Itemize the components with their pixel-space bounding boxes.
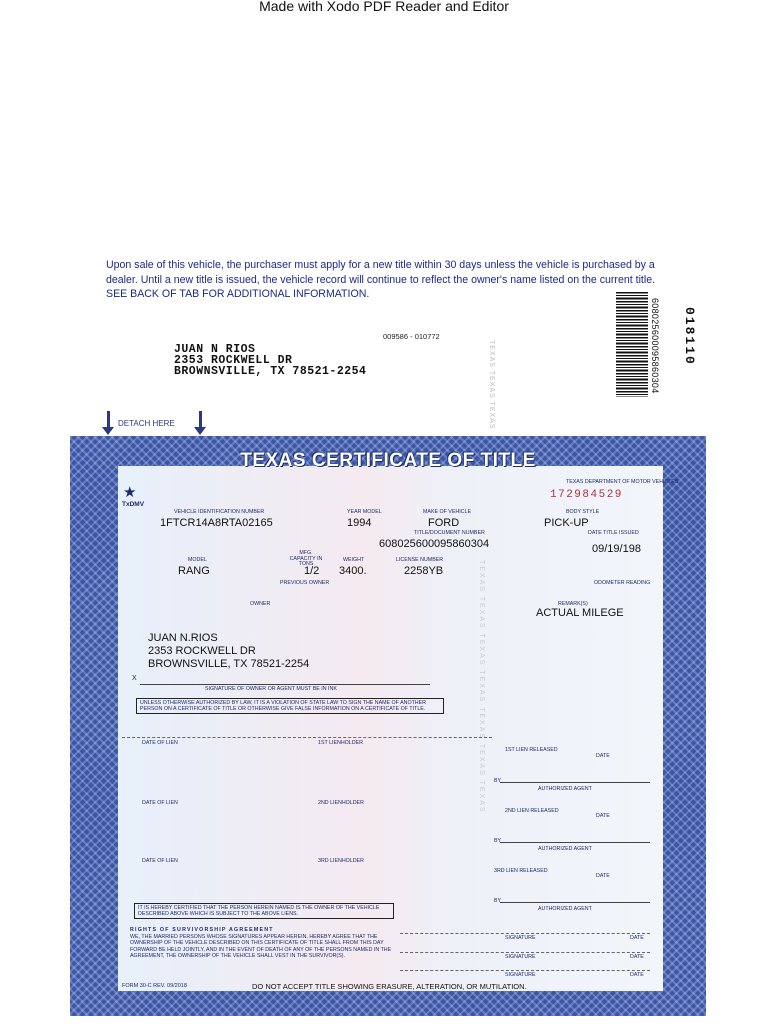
- sig2-date: DATE: [630, 954, 644, 960]
- weight-value: 3400.: [339, 565, 367, 577]
- lienholder1-label: 1ST LIENHOLDER: [318, 740, 363, 746]
- vin-value: 1FTCR14A8RTA02165: [160, 517, 273, 529]
- warning-box: UNLESS OTHERWISE AUTHORIZED BY LAW, IT IS A VIOLATION OF STATE LAW TO SIGN THE NAME OF ANOTHER PERSON ON A CERTIFICATE OF TITLE OR OTHERWISE GIVE FALSE INFORMATION ON A CERTIFICATE OF TITLE.: [136, 698, 444, 714]
- lien2-agent-label: AUTHORIZED AGENT: [538, 846, 592, 852]
- make-label: MAKE OF VEHICLE: [423, 509, 471, 515]
- title-doc-label: TITLE/DOCUMENT NUMBER: [414, 530, 485, 536]
- lien2-date: DATE: [596, 813, 610, 819]
- lien1-agent-label: AUTHORIZED AGENT: [538, 786, 592, 792]
- vin-label: VEHICLE IDENTIFICATION NUMBER: [174, 509, 265, 515]
- control-number: 009586 - 010772: [383, 332, 440, 341]
- signature-line: [140, 684, 430, 685]
- sig3-date: DATE: [630, 972, 644, 978]
- barcode-number: 608025600095860304: [650, 298, 660, 394]
- remarks-label: REMARK(S): [558, 601, 588, 607]
- stub-number: 018110: [682, 307, 697, 366]
- logo-text: TxDMV: [122, 501, 145, 508]
- year-value: 1994: [347, 517, 372, 529]
- weight-label: WEIGHT: [343, 557, 365, 563]
- date-issued-label: DATE TITLE ISSUED: [588, 530, 639, 536]
- lien3-agent-line: [500, 902, 650, 903]
- owner-name: JUAN N.RIOS: [148, 632, 218, 644]
- year-label: YEAR MODEL: [347, 509, 382, 515]
- lien3-date: DATE: [596, 873, 610, 879]
- mailing-name: JUAN N RIOS: [174, 343, 256, 356]
- sig2-line: [400, 952, 650, 953]
- agency-label: TEXAS DEPARTMENT OF MOTOR VEHICLES: [566, 479, 679, 485]
- lien3-date-label: DATE OF LIEN: [142, 858, 178, 864]
- down-arrow-icon: [102, 411, 114, 435]
- previous-owner-label: PREVIOUS OWNER: [280, 580, 330, 586]
- detach-label: DETACH HERE: [118, 419, 175, 428]
- barcode: [616, 292, 648, 397]
- owner-city: BROWNSVILLE, TX 78521-2254: [148, 658, 310, 670]
- mailing-city: BROWNSVILLE, TX 78521-2254: [174, 365, 367, 378]
- body-style-label: BODY STYLE: [566, 509, 600, 515]
- sig1-line: [400, 933, 650, 934]
- sig3-label: SIGNATURE: [505, 972, 536, 978]
- lien1-date: DATE: [596, 753, 610, 759]
- body-style-value: PICK-UP: [544, 517, 589, 529]
- lien1-date-label: DATE OF LIEN: [142, 740, 178, 746]
- lien2-by: BY: [494, 838, 502, 844]
- lien2-agent-line: [500, 842, 650, 843]
- lien1-by: BY: [494, 778, 502, 784]
- license-label: LICENSE NUMBER: [396, 557, 444, 563]
- star-logo-icon: ★: [123, 484, 137, 501]
- lien2-date-label: DATE OF LIEN: [142, 800, 178, 806]
- owner-block: [148, 632, 309, 671]
- form-number: FORM 30-C REV. 09/2018: [122, 983, 187, 989]
- lienholder3-label: 3RD LIENHOLDER: [318, 858, 364, 864]
- mailing-address: [174, 344, 366, 377]
- sig2-label: SIGNATURE: [505, 954, 536, 960]
- sig1-label: SIGNATURE: [505, 935, 536, 941]
- title-doc-value: 608025600095860304: [379, 538, 490, 550]
- signature-label: SIGNATURE OF OWNER OR AGENT MUST BE IN INK: [205, 686, 337, 692]
- capacity-value: 1/2: [304, 565, 320, 577]
- lien1-agent-line: [500, 782, 650, 783]
- down-arrow-icon: [194, 411, 206, 435]
- app-header: Made with Xodo PDF Reader and Editor: [259, 0, 509, 14]
- owner-label: OWNER: [250, 601, 271, 607]
- sig1-date: DATE: [630, 935, 644, 941]
- stub-watermark: TEXAS TEXAS TEXAS: [488, 340, 495, 430]
- sig3-line: [400, 970, 650, 971]
- texas-watermark: TEXAS TEXAS TEXAS TEXAS TEXAS TEXAS TEXAS: [478, 560, 485, 814]
- lien2-released-label: 2ND LIEN RELEASED: [505, 808, 559, 814]
- odometer-label: ODOMETER READING: [594, 580, 651, 586]
- lienholder2-label: 2ND LIENHOLDER: [318, 800, 364, 806]
- date-issued-value: 09/19/198: [592, 543, 641, 555]
- footer-warning: DO NOT ACCEPT TITLE SHOWING ERASURE, ALTERATION, OR MUTILATION.: [252, 982, 527, 991]
- make-value: FORD: [428, 517, 460, 529]
- remarks-value: ACTUAL MILEGE: [536, 607, 624, 619]
- certification-box: IT IS HEREBY CERTIFIED THAT THE PERSON HEREIN NAMED IS THE OWNER OF THE VEHICLE DESCRIBED ABOVE WHICH IS SUBJECT TO THE ABOVE LIENS.: [134, 903, 394, 919]
- lien3-released-label: 3RD LIEN RELEASED: [494, 868, 548, 874]
- owner-street: 2353 ROCKWELL DR: [148, 645, 256, 657]
- survivorship-title: RIGHTS OF SURVIVORSHIP AGREEMENT: [130, 927, 274, 933]
- model-value: RANG: [178, 565, 210, 577]
- mailing-street: 2353 ROCKWELL DR: [174, 354, 293, 367]
- survivorship-text: WE, THE MARRIED PERSONS WHOSE SIGNATURES APPEAR HEREIN, HEREBY AGREE THAT THE OWNERSHIP OF THE VEHICLE DESCRIBED ON THIS CERTIFICATE OF TITLE SHALL FROM THIS DAY FORWARD BE HELD JOINTLY, AND IN THE EVENT OF DEATH OF ANY OF THE PERSONS NAMED IN THE AGREEMENT, THE OWNERSHIP OF THE VEHICLE SHALL VEST IN THE SURVIVOR(S).: [130, 934, 392, 959]
- serial-number: 172984529: [550, 489, 623, 501]
- lien1-line: [122, 737, 492, 738]
- certificate-title: TEXAS CERTIFICATE OF TITLE: [240, 450, 536, 471]
- license-value: 2258YB: [404, 565, 444, 577]
- lien3-agent-label: AUTHORIZED AGENT: [538, 906, 592, 912]
- lien1-released-label: 1ST LIEN RELEASED: [505, 747, 558, 753]
- purchaser-notice: Upon sale of this vehicle, the purchaser must apply for a new title within 30 days unless the vehicle is purchased by a dealer. Until a new title is issued, the vehicle record will continue to reflect the owner's name listed on the current title. SEE BACK OF TAB FOR ADDITIONAL INFORMATION.: [106, 259, 656, 300]
- model-label: MODEL: [188, 557, 207, 563]
- signature-x: X: [132, 675, 137, 682]
- capacity-label: MFG. CAPACITY IN TONS: [289, 550, 323, 567]
- lien3-by: BY: [494, 898, 502, 904]
